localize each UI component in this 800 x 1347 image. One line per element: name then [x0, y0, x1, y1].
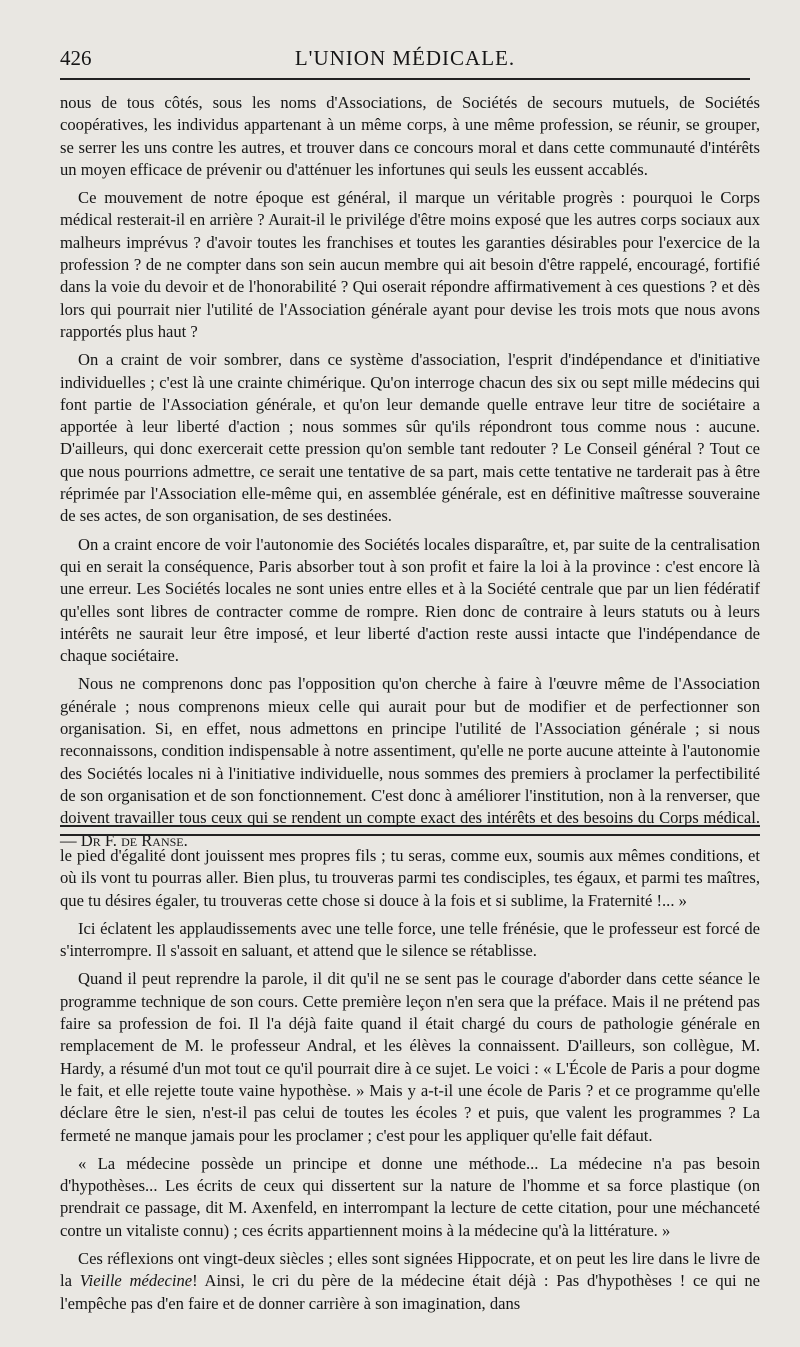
paragraph: Ici éclatent les applaudissements avec une telle force, une telle frénésie, que le professeur est forcé de s'interrompre. Il s'assoit en saluant, et attend que le silence se rétablisse.: [60, 918, 760, 961]
article-top-section: [60, 92, 760, 858]
paragraph: « La médecine possède un principe et donne une méthode... La médecine n'a pas besoin d'hypothèses... Les écrits de ceux qui dissertent sur la nature de l'homme et sa force plastique (on prendrait ce passage, dit M. Axenfeld, en interrompant la lecture de cette citation, pour une méchanceté contre un vitaliste connu) ; ces écrits appartiennent moins à la médecine qu'à la littérature. »: [60, 1153, 760, 1240]
paragraph: [60, 1248, 760, 1315]
paragraph: Quand il peut reprendre la parole, il dit qu'il ne se sent pas le courage d'aborder dans cette séance le programme technique de son cours. Cette première leçon n'en sera que la préface. Mais il ne prétend pas faire sa profession de foi. Il l'a déjà faite quand il était chargé du cours de pathologie générale en remplacement de M. le professeur Andral, et les élèves la connaissent. D'ailleurs, son collègue, M. Hardy, a résumé d'un mot tout ce qu'il pourrait dire à ce sujet. Le voici : « L'École de Paris a pour dogme le fait, et elle rejette toute vaine hypothèse. » Mais y a-t-il une école de Paris ? et ce programme qu'elle déclare être le sien, n'est-il pas celui de toutes les écoles ? et puis, que valent les programmes ? La fermeté ne manque jamais pour les proclamer ; c'est pour les appliquer qu'elle fait défaut.: [60, 969, 760, 1145]
page-number: 426: [60, 46, 92, 70]
author-signature: Dr F. de Ranse.: [80, 830, 188, 850]
paragraph-text: Ces réflexions ont vingt-deux siècles ; elles sont signées Hippocrate, et on peut les lire dans le livre de la: [60, 1249, 760, 1291]
book-title: Vieille médecine: [79, 1271, 193, 1291]
feuilleton-section: [60, 845, 760, 1321]
header-rule: [60, 78, 750, 80]
paragraph: nous de tous côtés, sous les noms d'Associations, de Sociétés de secours mutuels, de Sociétés coopératives, les individus appartenant à un même corps, à une même profession, se réunir, se grouper, se serrer les uns contre les autres, et trouver dans ce concours moral et dans cette communauté d'intérêts un moyen efficace de prévenir ou d'atténuer les infortunes qui seuls les eussent accablés.: [60, 93, 760, 179]
paragraph: Ce mouvement de notre époque est général, il marque un véritable progrès : pourquoi le Corps médical resterait-il en arrière ? Aurait-il le privilége d'être moins exposé que les autres corps sociaux aux malheurs imprévus ? d'avoir toutes les franchises et toutes les garanties désirables pour l'exercice de la profession ? de ne compter dans son sein aucun membre qui ait besoin d'être rappelé, encouragé, fortifié dans la voie du devoir et de l'honorabilité ? Qui oserait répondre affirmativement à ces questions ? et dès lors qui pourrait nier l'utilité de l'Association générale ayant pour devise les trois mots que nous avons rapportés plus haut ?: [60, 188, 760, 341]
page-header: [60, 40, 750, 70]
paragraph: le pied d'égalité dont jouissent mes propres fils ; tu seras, comme eux, soumis aux mêmes conditions, et où ils vont tu pourras aller. Bien plus, tu trouveras parmi tes condisciples, tes égaux, et parmi tes maîtres, que tu désires égaler, tu trouveras cette chose si douce à la fois et si sublime, la Fraternité !... »: [60, 846, 760, 910]
paragraph-text: Nous ne comprenons donc pas l'opposition qu'on cherche à faire à l'œuvre même de l'Association générale ; nous comprenons mieux celle qui aurait pour but de modifier et de perfectionner son organisation. Si, en effet, nous admettons en principe l'utilité de l'Association générale ; si nous reconnaissons, condition indispensable à notre assentiment, qu'elle ne porte aucune atteinte à l'autonomie des Sociétés locales ni à l'initiative individuelle, nous sommes des premiers à proclamer la perfectibilité de son organisation et de son fonctionnement. C'est donc à améliorer l'institution, non à la renverser, que doivent travailler tous ceux qui se rendent un compte exact des intérêts et des besoins du Corps médical. —: [60, 674, 760, 850]
running-title: L'UNION MÉDICALE.: [294, 46, 516, 70]
paragraph: On a craint encore de voir l'autonomie des Sociétés locales disparaître, et, par suite de la centralisation qui en serait la conséquence, Paris absorber tout à son profit et faire la loi à la province : c'est encore là une erreur. Les Sociétés locales ne sont unies entre elles et à la Société centrale que par un lien fédératif qu'elles sont libres de contracter comme de rompre. Rien donc de contraire à leurs statuts ou à leurs intérêts ne saurait leur être imposé, et leur liberté d'action reste aussi intacte que l'indépendance de chaque sociétaire.: [60, 534, 760, 666]
section-divider: [60, 825, 760, 836]
paragraph-text: ! Ainsi, le cri du père de la médecine était déjà : Pas d'hypothèses ! ce qui ne l'empêche pas d'en faire et de donner carrière à son imagination, dans: [60, 1271, 760, 1313]
paragraph: On a craint de voir sombrer, dans ce système d'association, l'esprit d'indépendance et d'initiative individuelles ; c'est là une crainte chimérique. Qu'on interroge chacun des six ou sept mille médecins qui font partie de l'Association générale, et qu'on leur demande quelle entrave leur titre de sociétaire a apportée à leur liberté d'action ; nous sommes sûr qu'ils répondront tous comme nous : aucune. D'ailleurs, qui donc exercerait cette pression qu'on semble tant redouter ? Le Conseil général ? Tout ce que nous pourrions admettre, ce serait une tentative de sa part, mais cette tentative ne tarderait pas à être réprimée par l'Association elle-même qui, en assemblée générale, est en définitive maîtresse souveraine de ses actes, de son organisation, de ses destinées.: [60, 350, 760, 526]
